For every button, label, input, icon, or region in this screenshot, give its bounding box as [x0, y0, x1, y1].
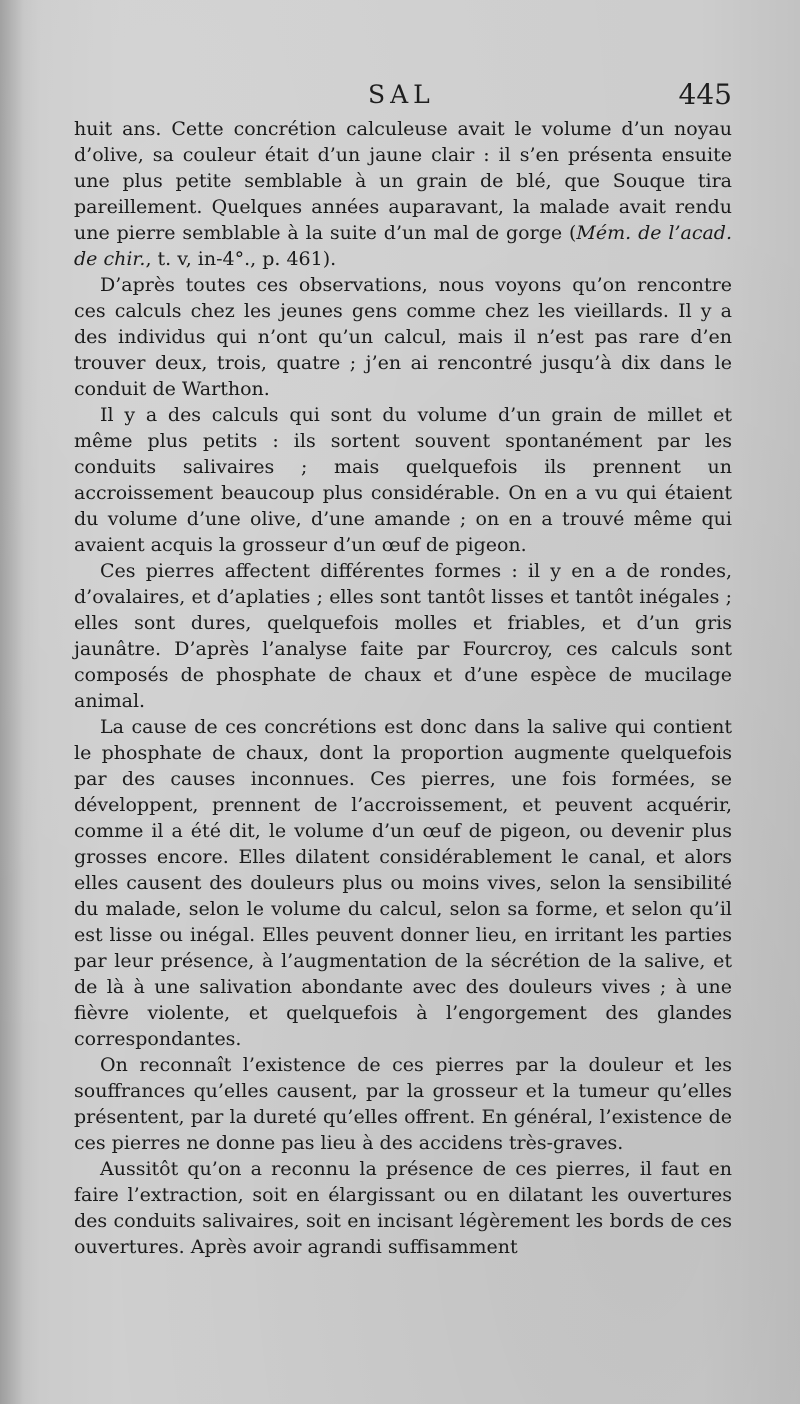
paragraph: La cause de ces concrétions est donc dans la salive qui contient le phosphate de chaux, dont la proportion augmente quelquefois par des causes inconnues. Ces pierres, une fois formées, se développent, prennent de l’accroissement, et peuvent acquérir, comme il a été dit, le volume d’un œuf de pigeon, ou devenir plus grosses encore. Elles dilatent considérablement le canal, et alors elles causent des douleurs plus ou moins vives, selon la sensibilité du malade, selon le volume du calcul, selon sa forme, et selon qu’il est lisse ou inégal. Elles peuvent donner lieu, en irritant les parties par leur présence, à l’augmentation de la sécrétion de la salive, et de là à une salivation abondante avec des douleurs vives ; à une fièvre violente, et quelquefois à l’engorgement des glandes correspondantes.: [74, 716, 732, 1050]
paragraph: Il y a des calculs qui sont du volume d’un grain de millet et même plus petits : ils sortent souvent spontanément par les conduits salivaires ; mais quelquefois ils prennent un accroissement beaucoup plus considérable. On en a vu qui étaient du volume d’une olive, d’une amande ; on en a trouvé même qui avaient acquis la grosseur d’un œuf de pigeon.: [74, 404, 732, 556]
paragraph: Ces pierres affectent différentes formes : il y en a de rondes, d’ovalaires, et d’aplaties ; elles sont tantôt lisses et tantôt inégales ; elles sont dures, quelquefois molles et friables, et d’un gris jaunâtre. D’après l’analyse faite par Fourcroy, ces calculs sont composés de phosphate de chaux et d’une espèce de mucilage animal.: [74, 560, 732, 712]
citation-details: , t. v, in-4°., p. 461).: [145, 248, 337, 270]
page-header: [74, 78, 732, 118]
spine-shadow: [0, 0, 24, 1404]
paragraph: Aussitôt qu’on a reconnu la présence de ces pierres, il faut en faire l’extraction, soit en élargissant ou en dilatant les ouvertures des conduits salivaires, soit en incisant légèrement les bords de ces ouvertures. Après avoir agrandi suffisamment: [74, 1158, 732, 1258]
body-text: [74, 116, 732, 1260]
citation: Mém. de l’acad. de chir.: [74, 222, 733, 270]
paragraph: On reconnaît l’existence de ces pierres par la douleur et les souffrances qu’elles causent, par la grosseur et la tumeur qu’elles présentent, par la dureté qu’elles offrent. En général, l’existence de ces pierres ne donne pas lieu à des accidens très-graves.: [74, 1054, 732, 1154]
paragraph: D’après toutes ces observations, nous voyons qu’on rencontre ces calculs chez les jeunes gens comme chez les vieillards. Il y a des individus qui n’ont qu’un calcul, mais il n’est pas rare d’en trouver deux, trois, quatre ; j’en ai rencontré jusqu’à dix dans le conduit de Warthon.: [74, 274, 732, 400]
running-head: SAL: [368, 80, 435, 109]
page-number: 445: [678, 78, 732, 111]
paragraph-text: huit ans. Cette concrétion calculeuse avait le volume d’un noyau d’olive, sa couleur était d’un jaune clair : il s’en présenta ensuite une plus petite semblable à un grain de blé, que Souque tira pareillement. Quelques années auparavant, la malade avait rendu une pierre semblable à la suite d’un mal de gorge (: [74, 118, 732, 244]
paragraph-continuation: [74, 116, 732, 272]
